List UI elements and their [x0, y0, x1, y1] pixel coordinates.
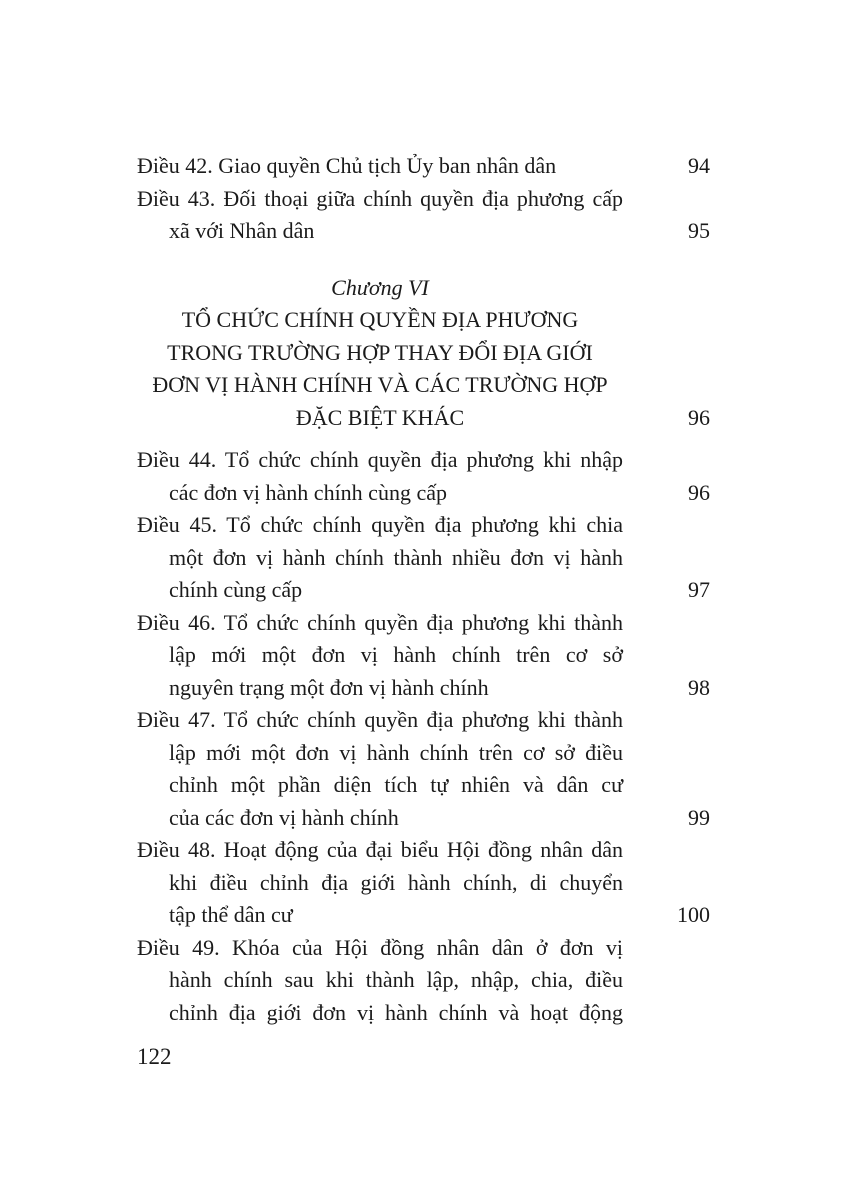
toc-entry	[137, 704, 710, 834]
toc-line	[137, 899, 710, 932]
toc-line	[137, 964, 623, 997]
toc-line	[137, 769, 623, 802]
toc-line	[137, 672, 710, 705]
toc-line-text: Điều 42. Giao quyền Chủ tịch Ủy ban nhân dân	[137, 153, 557, 178]
toc-line-text: lập mới một đơn vị hành chính trên cơ sở điều	[169, 739, 623, 765]
toc-line-text: lập mới một đơn vị hành chính trên cơ sở	[169, 642, 623, 667]
toc-line	[137, 867, 623, 900]
toc-page-ref: 95	[688, 218, 710, 243]
toc-page-ref: 99	[688, 804, 710, 830]
toc-line-text: tập thể dân cư	[169, 902, 293, 927]
toc-line-text: một đơn vị hành chính thành nhiều đơn vị hành	[169, 544, 623, 570]
toc-entry	[137, 607, 710, 705]
toc-page-ref: 98	[688, 674, 710, 700]
toc-page-ref: 94	[688, 153, 710, 178]
toc-line-text: xã với Nhân dân	[169, 218, 315, 243]
toc-line-text: các đơn vị hành chính cùng cấp	[169, 479, 447, 505]
toc-line-text: chỉnh một phần diện tích tự nhiên và dân cư	[169, 772, 623, 797]
chapter-title-line	[137, 402, 710, 435]
toc-line	[137, 215, 710, 248]
toc-line-text: chính cùng cấp	[169, 577, 303, 602]
toc-line-text: Điều 47. Tổ chức chính quyền địa phương khi thành	[137, 707, 623, 732]
toc-entry	[137, 150, 710, 183]
chapter-title-line-text: TỔ CHỨC CHÍNH QUYỀN ĐỊA PHƯƠNG	[181, 307, 579, 332]
toc-entry	[137, 834, 710, 932]
chapter-title-line	[137, 304, 623, 337]
chapter-title-line-text: ĐƠN VỊ HÀNH CHÍNH VÀ CÁC TRƯỜNG HỢP	[152, 372, 608, 397]
toc-line-text: Điều 46. Tổ chức chính quyền địa phương khi thành	[137, 609, 623, 635]
toc-line-text: Điều 43. Đối thoại giữa chính quyền địa phương cấp	[137, 185, 623, 211]
folio-page-number: 122	[137, 1044, 172, 1069]
toc-line	[137, 834, 623, 867]
toc-line-text: Điều 49. Khóa của Hội đồng nhân dân ở đơn vị	[137, 934, 623, 960]
toc-entry	[137, 509, 710, 607]
chapter-heading	[137, 272, 710, 435]
toc-entry	[137, 444, 710, 509]
toc-entry	[137, 932, 710, 1030]
chapter-kicker-text: Chương VI	[331, 274, 429, 300]
toc-line	[137, 509, 623, 542]
toc-entry	[137, 183, 710, 248]
toc-content	[137, 150, 710, 1029]
toc-page-ref: 96	[688, 404, 710, 430]
chapter-title-line	[137, 369, 623, 402]
toc-line	[137, 607, 623, 640]
toc-line	[137, 574, 710, 607]
toc-line	[137, 477, 710, 510]
toc-line	[137, 542, 623, 575]
toc-line	[137, 444, 623, 477]
toc-line-text: Điều 45. Tổ chức chính quyền địa phương khi chia	[137, 512, 623, 537]
toc-line	[137, 704, 623, 737]
toc-line	[137, 150, 710, 183]
toc-line	[137, 737, 623, 770]
chapter-title-line	[137, 337, 623, 370]
chapter-kicker	[137, 272, 623, 305]
toc-page-ref: 100	[677, 902, 710, 927]
toc-page-ref: 96	[688, 479, 710, 505]
toc-line-text: nguyên trạng một đơn vị hành chính	[169, 674, 489, 700]
toc-page-ref: 97	[688, 577, 710, 602]
toc-entries-top	[137, 150, 710, 248]
chapter-title-line-text: ĐẶC BIỆT KHÁC	[295, 404, 465, 430]
toc-line-text: hành chính sau khi thành lập, nhập, chia, điều	[169, 967, 623, 992]
toc-line-text: Điều 44. Tổ chức chính quyền địa phương khi nhập	[137, 447, 623, 472]
toc-line	[137, 183, 623, 216]
chapter-title-line-text: TRONG TRƯỜNG HỢP THAY ĐỔI ĐỊA GIỚI	[167, 339, 593, 365]
toc-line-text: của các đơn vị hành chính	[169, 804, 399, 830]
toc-line	[137, 639, 623, 672]
toc-line	[137, 997, 623, 1030]
toc-line-text: khi điều chỉnh địa giới hành chính, di chuyển	[169, 869, 623, 895]
toc-line	[137, 802, 710, 835]
toc-line	[137, 932, 623, 965]
toc-entries-bottom	[137, 444, 710, 1029]
toc-line-text: Điều 48. Hoạt động của đại biểu Hội đồng nhân dân	[137, 837, 623, 862]
toc-line-text: chỉnh địa giới đơn vị hành chính và hoạt động	[169, 999, 623, 1025]
